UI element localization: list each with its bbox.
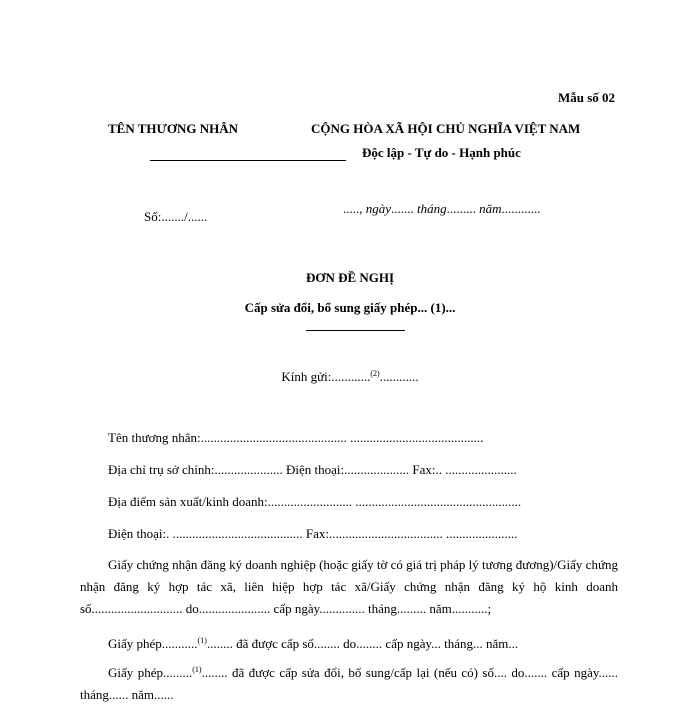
recipient-note: (2) (370, 369, 380, 378)
form-code: Mẫu số 02 (558, 90, 616, 105)
recipient-dots: ............ (379, 369, 419, 384)
recipient-label: Kính gửi:............ (281, 369, 371, 384)
head-office-field: Địa chỉ trụ sở chính:..................... Điện thoại:.................... Fax:.. ...................... (108, 462, 517, 477)
document-number: Số:......./...... (144, 209, 208, 224)
license2-suffix: ........ đã được cấp sửa đổi, bổ sung/cấp lại (nếu có) số.... do....... cấp ngày...... tháng...... năm...... (80, 665, 619, 702)
certificate-paragraph: Giấy chứng nhận đăng ký doanh nghiệp (hoặc giấy tờ có giá trị pháp lý tương đương)/Giấy chứng nhận đăng ký hợp tác xã, liên hiệp hợp tác xã/Giấy chứng nhận đăng ký hộ kinh doanh số............................ do...................... cấp ngày.............. tháng......... năm...........; (80, 557, 618, 616)
document-title: ĐƠN ĐỀ NGHỊ (305, 270, 395, 285)
license1-note: (1) (197, 636, 207, 645)
license-paragraph-1 (108, 636, 518, 652)
production-site-field: Địa điểm sản xuất/kinh doanh:.......................... ................................................... (108, 494, 522, 509)
title-underline (306, 330, 405, 331)
motto: Độc lập - Tự do - Hạnh phúc (362, 145, 521, 160)
day-dots: ....... (391, 201, 418, 216)
license2-prefix: Giấy phép......... (108, 665, 193, 680)
month-label: tháng (417, 201, 447, 216)
recipient-line (0, 369, 700, 385)
merchant-name-heading: TÊN THƯƠNG NHÂN (108, 121, 239, 136)
license1-suffix: ........ đã được cấp số........ do........ cấp ngày... tháng... năm... (206, 636, 519, 651)
license2-note: (1) (192, 665, 202, 674)
date-line (343, 201, 541, 217)
license1-prefix: Giấy phép........... (108, 636, 198, 651)
date-place: ....., (343, 201, 366, 216)
merchant-underline (150, 160, 346, 161)
year-dots: ............ (501, 201, 541, 216)
republic-heading: CỘNG HÒA XÃ HỘI CHỦ NGHĨA VIỆT NAM (311, 121, 581, 136)
month-dots: ......... (446, 201, 480, 216)
day-label: ngày (365, 201, 392, 216)
license-paragraph-2 (80, 662, 618, 706)
year-label: năm (479, 201, 502, 216)
merchant-name-field: Tên thương nhân:............................................. ......................................... (108, 430, 484, 445)
phone-fax-field: Điện thoại:. ........................................ Fax:................................... ...................... (108, 526, 518, 541)
document-subtitle: Cấp sửa đổi, bổ sung giấy phép... (1)... (244, 300, 456, 315)
